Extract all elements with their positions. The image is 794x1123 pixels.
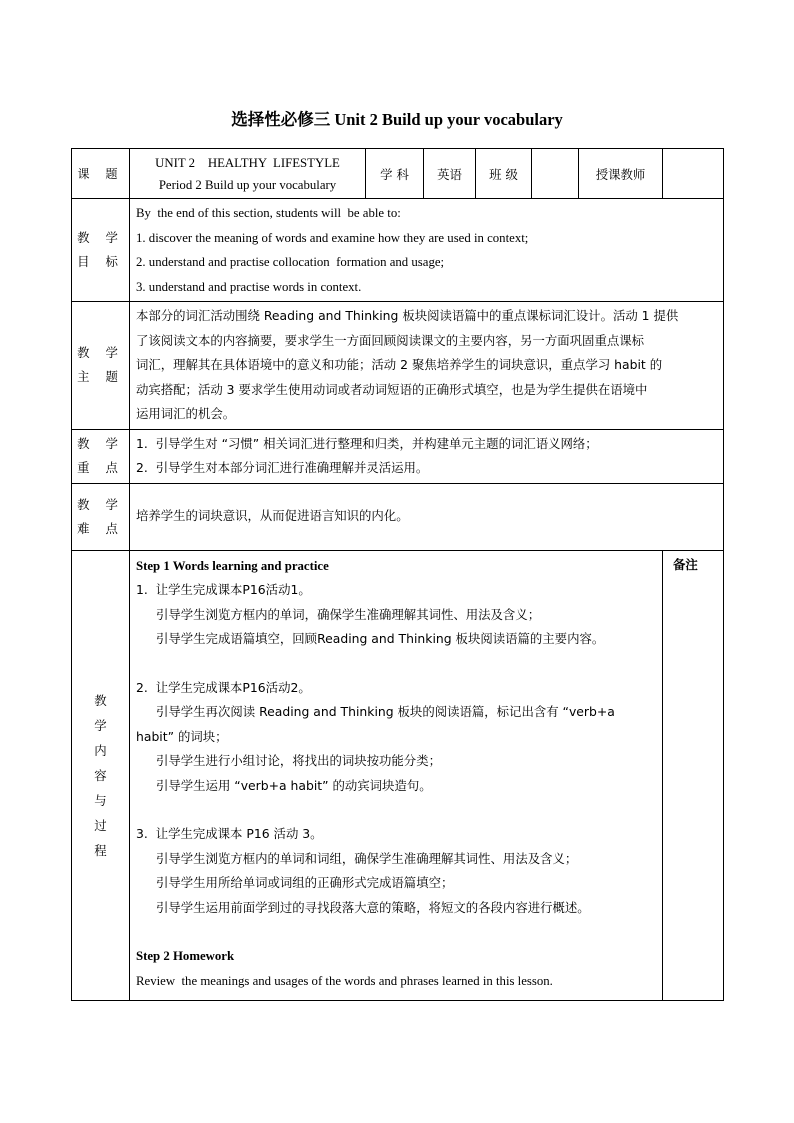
theme-content <box>130 302 724 430</box>
difficulty-content: 培养学生的词块意识，从而促进语言知识的内化。 <box>130 483 724 550</box>
theme-line: 本部分的词汇活动围绕 Reading and Thinking 板块阅读语篇中的重点课标词汇设计。活动 1 提供 <box>136 308 679 323</box>
activity3-title: 3. 让学生完成课本 P16 活动 3。 <box>136 826 323 841</box>
theme-line: 动宾搭配；活动 3 要求学生使用动词或者动词短语的正确形式填空，也是为学生提供在语境中 <box>136 381 648 397</box>
difficulty-label: 教 学 难 点 <box>72 483 130 550</box>
step2-title: Step 2 Homework <box>136 949 235 963</box>
page-title: 选择性必修三 Unit 2 Build up your vocabulary <box>231 110 563 129</box>
activity2-title: 2. 让学生完成课本P16活动2。 <box>136 679 311 695</box>
keypoints-row <box>72 429 724 483</box>
activity2-line: 引导学生进行小组讨论，将找出的词块按功能分类； <box>156 753 441 768</box>
activity1-title: 1. 让学生完成课本P16活动1。 <box>136 582 311 597</box>
topic-line-2: Period 2 Build up your vocabulary <box>158 177 337 192</box>
activity3-line: 引导学生运用前面学到过的寻找段落大意的策略，将短文的各段内容进行概述。 <box>156 899 590 915</box>
keypoint-line: 1. 引导学生对 “习惯” 相关词汇进行整理和归类，并构建单元主题的词汇语义网络； <box>136 435 598 451</box>
header-row <box>72 149 724 199</box>
theme-row <box>72 302 724 430</box>
theme-line: 词汇，理解其在具体语境中的意义和功能；活动 2 聚焦培养学生的词块意识，重点学习 habit 的 <box>136 357 663 372</box>
objective-line: 1. discover the meaning of words and examine how they are used in context; <box>136 230 529 245</box>
subject-label: 学 科 <box>366 149 424 199</box>
subject-value: 英语 <box>424 149 476 199</box>
step2-text: Review the meanings and usages of the words and phrases learned in this lesson. <box>136 973 553 988</box>
topic-value <box>130 149 366 199</box>
teacher-label: 授课教师 <box>579 149 663 199</box>
keypoint-line: 2. 引导学生对本部分词汇进行准确理解并灵活运用。 <box>136 460 429 475</box>
objectives-content <box>130 199 724 302</box>
lesson-plan-table <box>71 148 724 1001</box>
activity1-line: 引导学生完成语篇填空，回顾Reading and Thinking 板块阅读语篇的主要内容。 <box>156 631 605 646</box>
class-value <box>532 149 579 199</box>
objective-line: 2. understand and practise collocation formation and usage; <box>136 255 445 269</box>
difficulty-row <box>72 483 724 550</box>
theme-line: 运用词汇的机会。 <box>136 406 236 421</box>
activity2-line: 引导学生再次阅读 Reading and Thinking 板块的阅读语篇，标记出含有 “verb+a <box>156 704 615 719</box>
remarks-column: 备注 <box>663 550 724 1000</box>
topic-label: 课 题 <box>72 149 130 199</box>
objectives-label: 教 学 目 标 <box>72 199 130 302</box>
activity3-line: 引导学生用所给单词或词组的正确形式完成语篇填空； <box>156 875 454 890</box>
theme-label: 教 学 主 题 <box>72 302 130 430</box>
step1-title: Step 1 Words learning and practice <box>136 558 329 573</box>
keypoints-content <box>130 429 724 483</box>
activity3-line: 引导学生浏览方框内的单词和词组，确保学生准确理解其词性、用法及含义； <box>156 850 578 866</box>
theme-line: 了该阅读文本的内容摘要，要求学生一方面回顾阅读课文的主要内容，另一方面巩固重点课标 <box>136 332 645 348</box>
objectives-row <box>72 199 724 302</box>
keypoints-label: 教 学 重 点 <box>72 429 130 483</box>
objective-line: 3. understand and practise words in context. <box>136 279 362 294</box>
topic-line-1: UNIT 2 HEALTHY LIFESTYLE <box>155 155 340 170</box>
process-content <box>130 550 663 1000</box>
process-row <box>72 550 724 1000</box>
objective-line: By the end of this section, students will be able to: <box>136 206 401 220</box>
process-label: 教 学 内 容 与 过 程 <box>72 550 130 1000</box>
activity1-line: 引导学生浏览方框内的单词，确保学生准确理解其词性、用法及含义； <box>156 606 541 622</box>
class-label: 班 级 <box>476 149 532 199</box>
teacher-value <box>663 149 724 199</box>
activity2-line-continued: habit” 的词块； <box>136 728 228 744</box>
activity2-line: 引导学生运用 “verb+a habit” 的动宾词块造句。 <box>156 777 432 793</box>
